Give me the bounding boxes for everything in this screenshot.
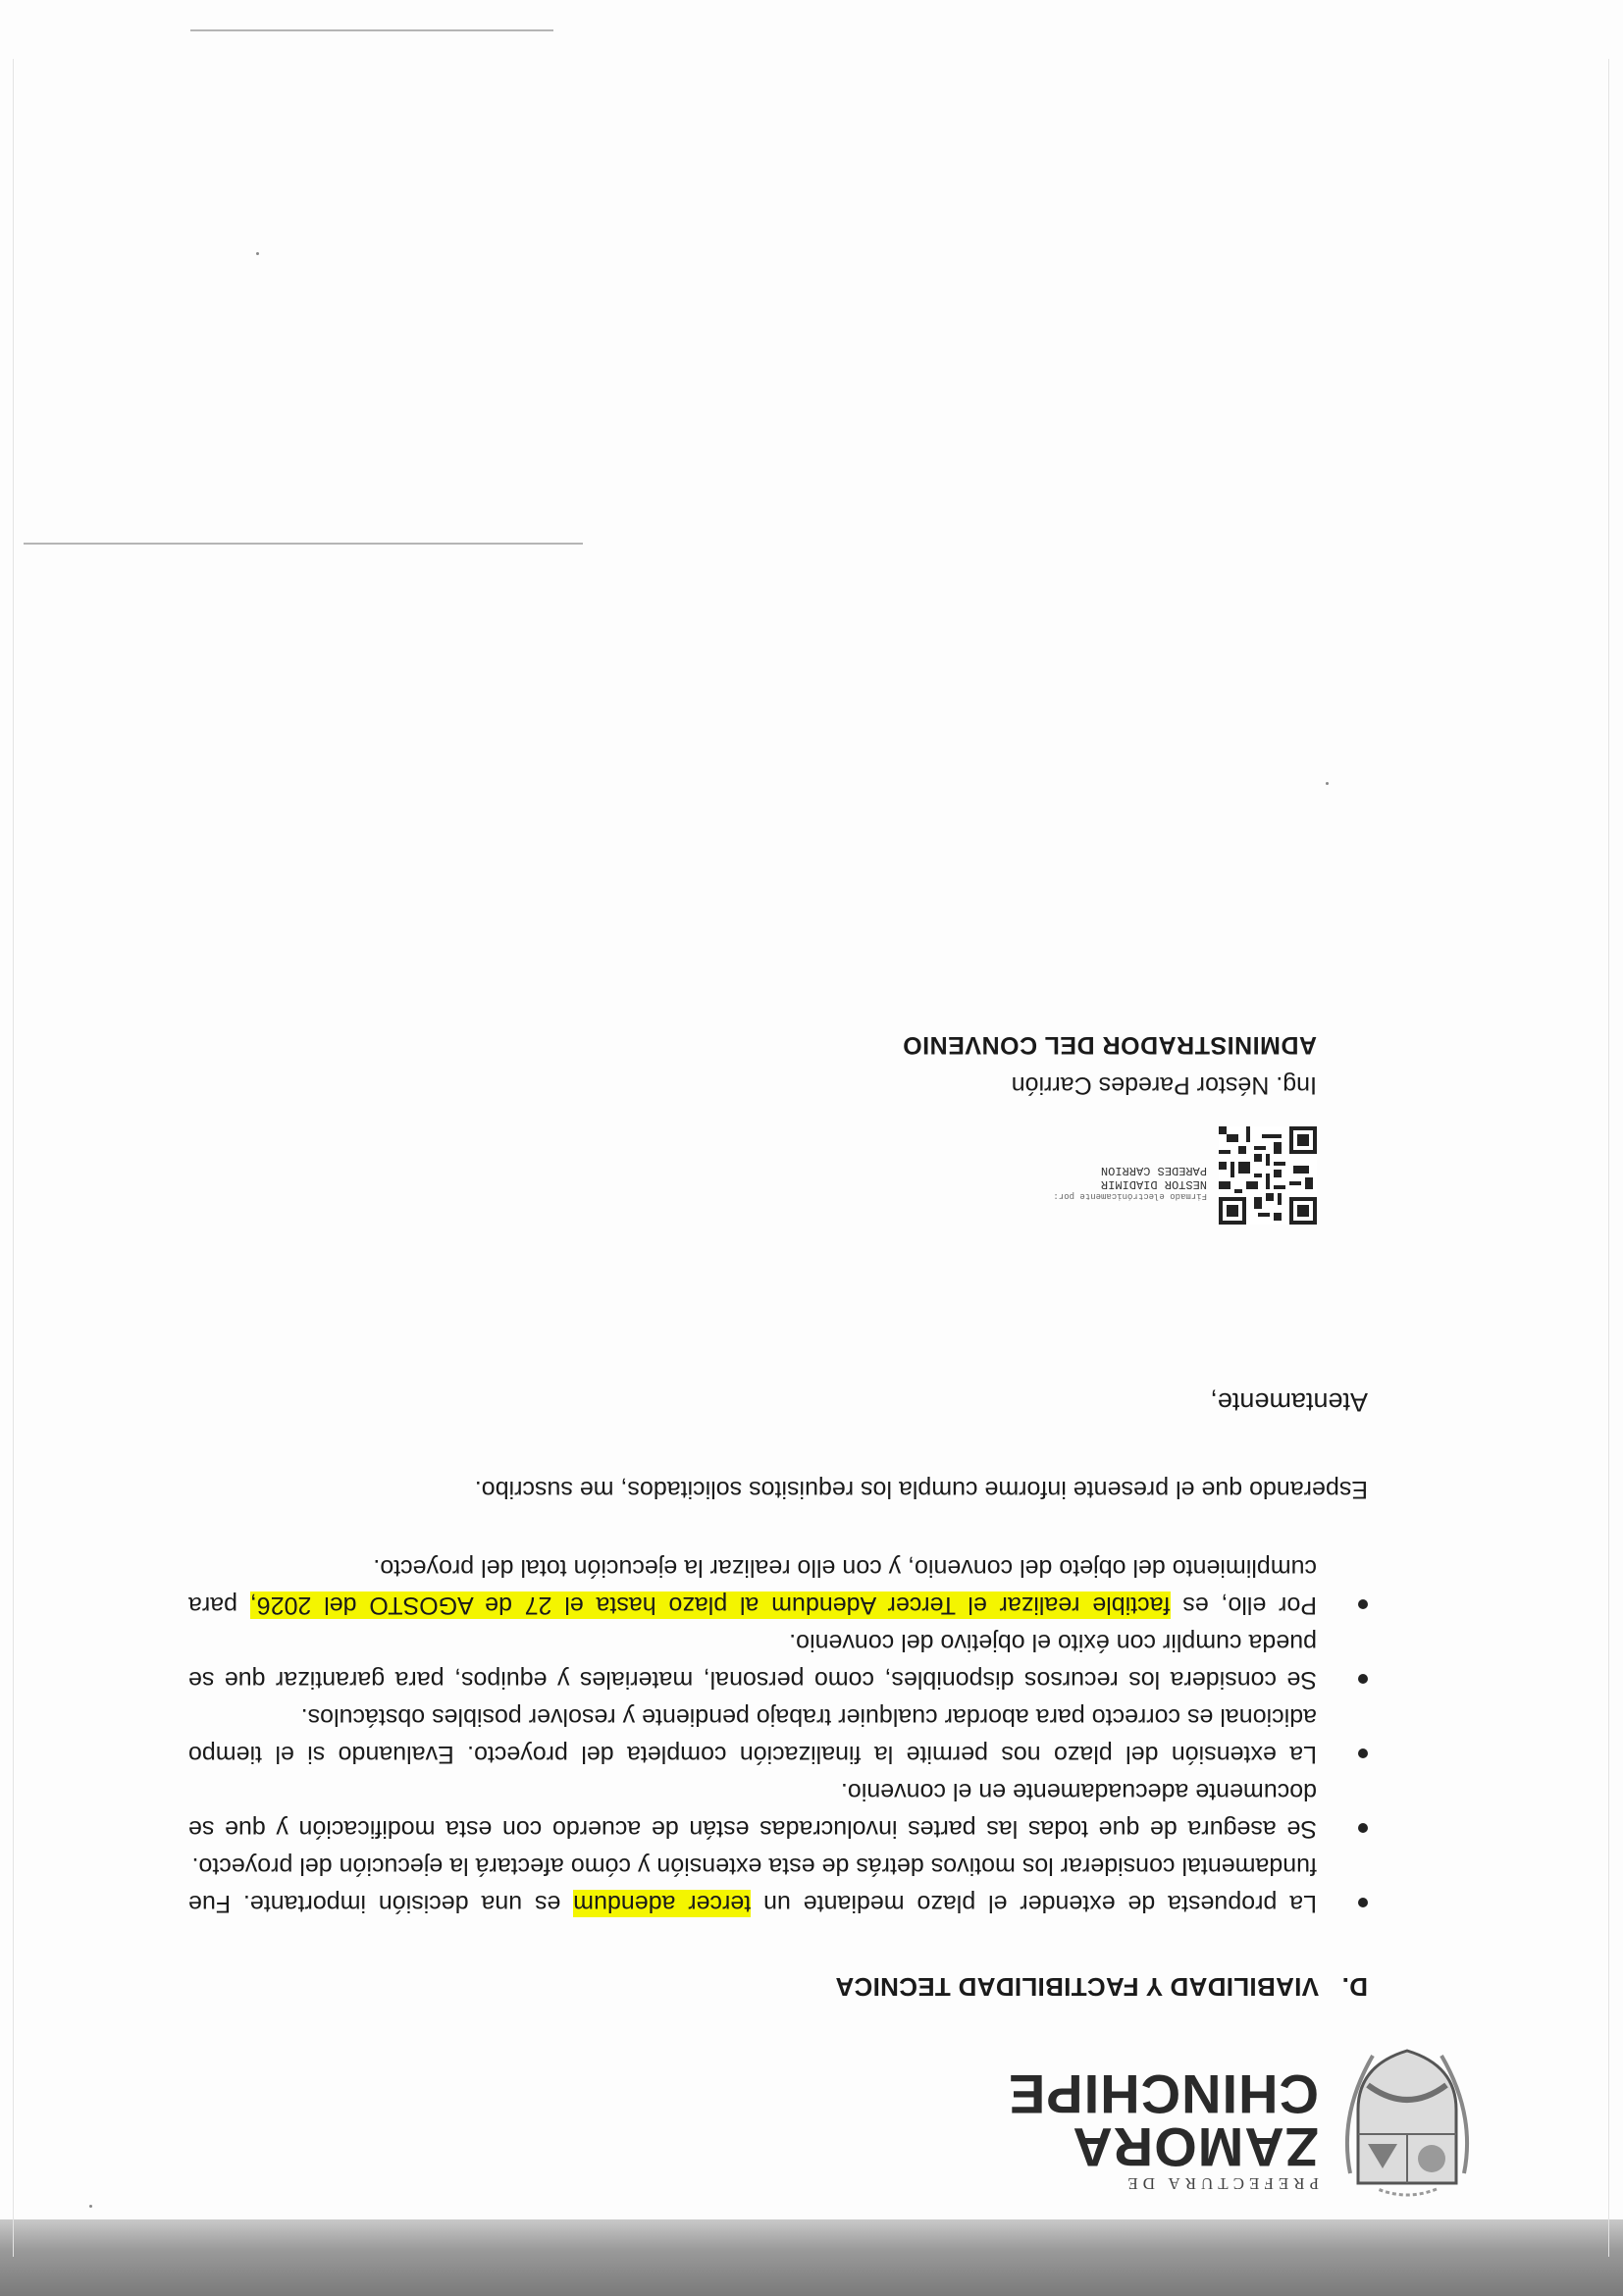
e-signature-stamp (1053, 1164, 1207, 1201)
brand-text (1007, 2063, 1319, 2193)
org-name-line1: ZAMORA (1072, 2116, 1319, 2178)
signature-block (807, 1030, 1317, 1225)
scan-mark (190, 29, 553, 31)
bullet-item (188, 1848, 1386, 1922)
stamp-name-line1: NESTOR DIADIMIR (1100, 1177, 1207, 1191)
bullet-text: es una decisión importante. Fue fundamental considerar los motivos detrás de esta extensión y cómo afectará la ejecución del proyecto. (188, 1852, 1317, 1917)
bullet-list (188, 1549, 1386, 1922)
bullet-text: Por ello, es (1170, 1592, 1317, 1619)
bullet-item (188, 1624, 1386, 1698)
closing-paragraph: Esperando que el presente informe cumpla los requisitos solicitados, me suscribo. (474, 1476, 1368, 1503)
bullet-dot-icon (1358, 1898, 1368, 1907)
scan-mark (24, 543, 583, 545)
bullet-text: La extensión del plazo nos permite la finalización completa del proyecto. Evaluando si el tiempo adicional es correcto para abordar cualquier trabajo pendiente y resolver posibles obstáculos. (188, 1703, 1317, 1768)
highlighted-text: factible realizar el Tercer Adendum al plazo hasta el 27 de AGOSTO del 2026, (249, 1592, 1171, 1619)
section-letter: D. (1341, 1972, 1368, 2002)
bullet-item (188, 1549, 1386, 1624)
bullet-text: Se considera los recursos disponibles, como personal, materiales y equipos, para garantizar que se pueda cumplir con éxito el objetivo del convenio. (188, 1629, 1317, 1694)
qr-code-icon (1219, 1126, 1317, 1225)
stamp-note: Firmado electrónicamente por: (1053, 1191, 1207, 1201)
scan-edge (0, 2219, 1623, 2296)
scan-speck (89, 2205, 92, 2208)
org-name-line2: CHINCHIPE (1007, 2063, 1319, 2125)
section-title: VIABILIDAD Y FACTIBILIDAD TECNICA (835, 1972, 1319, 2002)
scan-speck (1326, 782, 1329, 785)
signer-name: Ing. Néstor Paredes Carrión (1011, 1071, 1317, 1099)
bullet-text: para cumplimiento del objeto del convenio, y con ello realizar la ejecución total del proyecto. (187, 1554, 1317, 1619)
report-body (188, 1386, 1386, 2002)
bullet-text: La propuesta de extender el plazo mediante un (751, 1890, 1317, 1917)
highlighted-text: tercer adendum (573, 1890, 752, 1917)
signer-role: ADMINISTRADOR DEL CONVENIO (902, 1031, 1317, 1059)
bullet-dot-icon (1358, 1823, 1368, 1833)
bullet-dot-icon (1358, 1599, 1368, 1609)
scan-speck (256, 252, 259, 255)
coat-of-arms-icon (1338, 2046, 1476, 2203)
bullet-dot-icon (1358, 1748, 1368, 1758)
org-prefix: PREFECTURA DE (1123, 2174, 1319, 2193)
stamp-name-line2: PAREDES CARRION (1100, 1164, 1207, 1177)
regards-text: Atentamente, (1210, 1387, 1368, 1417)
bullet-dot-icon (1358, 1674, 1368, 1684)
scan-border (1608, 59, 1609, 2257)
section-heading (188, 1971, 1368, 2002)
bullet-item (188, 1698, 1386, 1773)
prefectura-logo (867, 2046, 1476, 2203)
bullet-text: Se asegura de que todas las partes involucradas están de acuerdo con esta modificación y que se documente adecuadamente en el convenio. (188, 1778, 1317, 1843)
bullet-item (188, 1773, 1386, 1848)
scan-border (13, 59, 14, 2257)
